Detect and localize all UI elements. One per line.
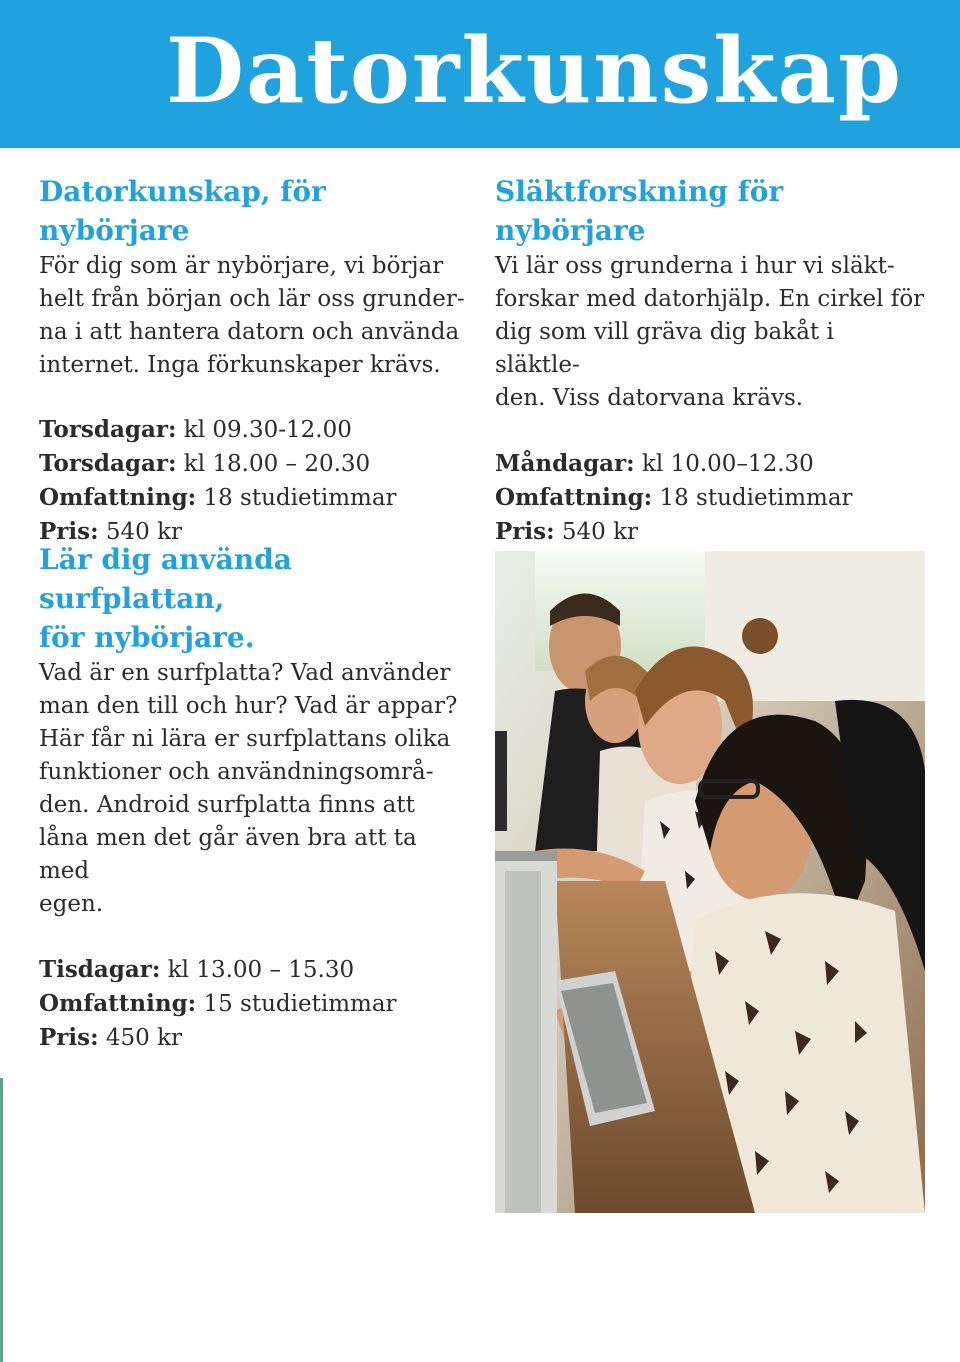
course-description: [495, 250, 925, 415]
description-line: helt från början och lär oss grunder-: [39, 286, 465, 312]
schedule-row: [39, 413, 471, 447]
schedule-label: Pris:: [39, 518, 99, 545]
course-datorkunskap: [39, 172, 471, 549]
schedule-row: [39, 447, 471, 481]
schedule-value: 18 studietimmar: [196, 485, 397, 511]
schedule-label: Pris:: [39, 1024, 99, 1051]
schedule-label: Torsdagar:: [39, 450, 177, 477]
course-schedule: [495, 447, 925, 549]
schedule-value: 450 kr: [98, 1025, 183, 1051]
schedule-row: [495, 447, 925, 481]
heading-line: för nybörjare.: [39, 621, 255, 654]
course-heading: [495, 172, 925, 250]
page-title: Datorkunskap: [166, 18, 903, 124]
description-line: man den till och hur? Vad är appar?: [39, 693, 458, 719]
course-photo: [495, 551, 925, 1213]
course-schedule: [39, 413, 471, 549]
schedule-label: Omfattning:: [39, 484, 197, 511]
schedule-label: Måndagar:: [495, 450, 635, 477]
heading-line: Lär dig använda surfplattan,: [39, 543, 292, 615]
description-line: dig som vill gräva dig bakåt i släktle-: [495, 319, 834, 378]
title-banner: [0, 0, 960, 148]
schedule-row: [39, 953, 471, 987]
course-heading: Datorkunskap, för nybörjare: [39, 175, 326, 247]
description-line: den. Viss datorvana krävs.: [495, 385, 804, 411]
description-line: internet. Inga förkunskaper krävs.: [39, 352, 441, 378]
description-line: na i att hantera datorn och använda: [39, 319, 460, 345]
schedule-label: Torsdagar:: [39, 416, 177, 443]
schedule-label: Pris:: [495, 518, 555, 545]
schedule-row: [39, 987, 471, 1021]
schedule-value: kl 10.00–12.30: [634, 451, 814, 477]
schedule-row: [39, 481, 471, 515]
schedule-row: [495, 481, 925, 515]
schedule-row: [39, 1021, 471, 1055]
description-line: funktioner och användningsområ-: [39, 759, 434, 785]
description-line: Här får ni lära er surfplattans olika: [39, 726, 451, 752]
description-line: egen.: [39, 891, 104, 917]
heading-line: Släktforskning för: [495, 175, 784, 208]
description-line: låna men det går även bra att ta med: [39, 825, 417, 884]
schedule-value: 15 studietimmar: [196, 991, 397, 1017]
left-edge-accent: [0, 1078, 3, 1362]
schedule-value: 18 studietimmar: [652, 485, 853, 511]
description-line: Vad är en surfplatta? Vad använder: [39, 660, 451, 686]
heading-line: nybörjare: [495, 214, 646, 247]
schedule-value: 540 kr: [554, 519, 639, 545]
description-line: För dig som är nybörjare, vi börjar: [39, 253, 444, 279]
course-description: [39, 250, 471, 382]
description-line: Vi lär oss grunderna i hur vi släkt-: [495, 253, 895, 279]
course-heading: [39, 540, 471, 657]
schedule-value: 540 kr: [98, 519, 183, 545]
schedule-value: kl 09.30-12.00: [176, 417, 352, 443]
description-line: forskar med datorhjälp. En cirkel för: [495, 286, 925, 312]
description-line: den. Android surfplatta finns att: [39, 792, 415, 818]
schedule-label: Tisdagar:: [39, 956, 161, 983]
schedule-value: kl 18.00 – 20.30: [176, 451, 371, 477]
schedule-value: kl 13.00 – 15.30: [160, 957, 355, 983]
course-schedule: [39, 953, 471, 1055]
schedule-label: Omfattning:: [495, 484, 653, 511]
course-surfplatta: [39, 540, 471, 1055]
schedule-label: Omfattning:: [39, 990, 197, 1017]
schedule-row: [495, 515, 925, 549]
course-slaktforskning: [495, 172, 925, 549]
course-description: [39, 657, 471, 921]
